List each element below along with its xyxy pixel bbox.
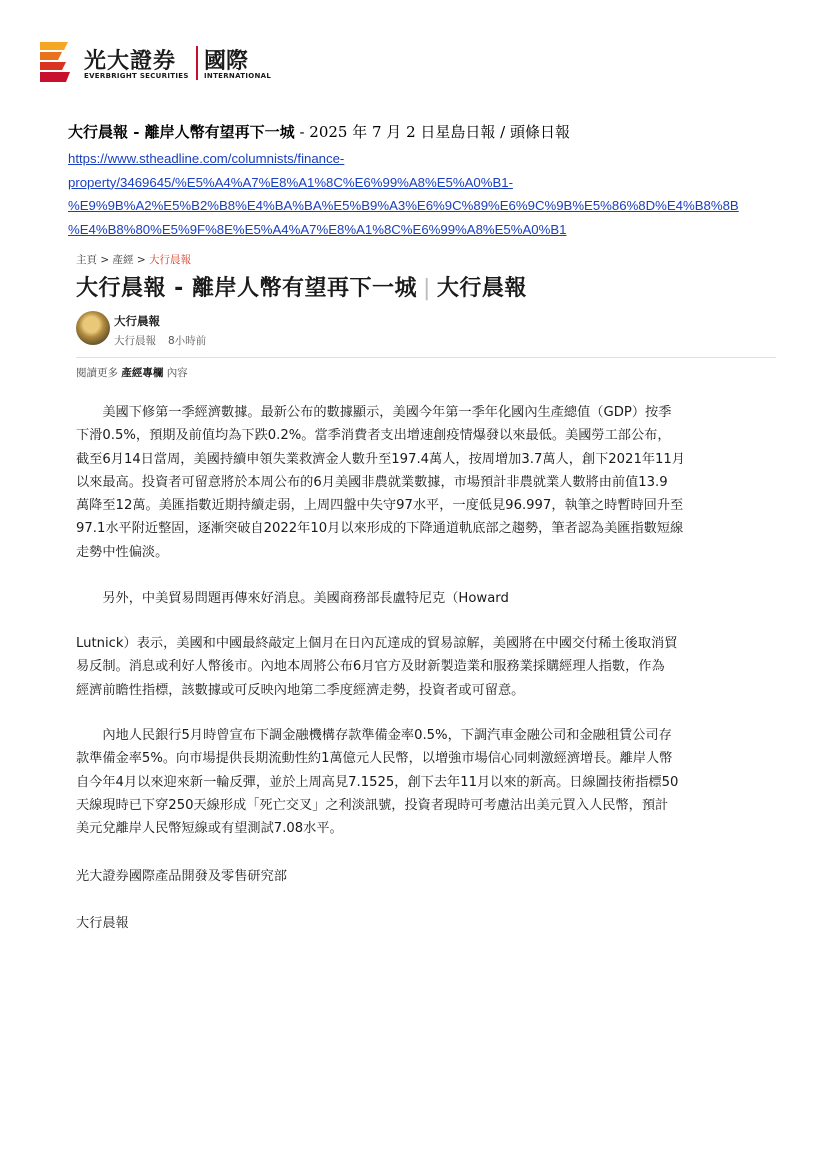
paragraph-line: 經濟前瞻性指標，該數據或可反映內地第二季度經濟走勢，投資者或可留意。 xyxy=(76,682,525,698)
author-meta xyxy=(114,333,206,348)
article-title xyxy=(76,271,527,302)
divider xyxy=(76,357,776,358)
logo-name-cn: 光大證券 xyxy=(84,49,177,74)
breadcrumb-separator: > xyxy=(136,254,149,266)
url-line[interactable]: property/3469645/%E5%A4%A7%E8%A1%8C%E6%99%A8%E5%A0%B1- xyxy=(68,174,513,190)
breadcrumb xyxy=(76,252,191,267)
paragraph-line: 以來最高。投資者可留意將於本周公布的6月美國非農就業數據，市場預計非農就業人數將由前值13.9 xyxy=(76,474,668,490)
paragraph-line: 天線現時已下穿250天線形成「死亡交叉」之利淡訊號，投資者現時可考慮沽出美元買入人民幣，預計 xyxy=(76,797,669,813)
author-avatar[interactable] xyxy=(76,311,110,345)
paragraph-line: 另外，中美貿易問題再傳來好消息。美國商務部長盧特尼克（Howard xyxy=(76,591,509,606)
breadcrumb-home[interactable]: 主頁 xyxy=(76,254,97,266)
research-dept: 光大證券國際產品開發及零售研究部 xyxy=(76,869,287,884)
url-line[interactable]: https://www.stheadline.com/columnists/finance- xyxy=(68,151,345,166)
article-title-suffix: 大行晨報 xyxy=(436,276,527,301)
url-line[interactable]: %E4%B8%80%E5%9F%8E%E5%A4%A7%E8%A1%8C%E6%99%A8%E5%A0%B1 xyxy=(68,222,567,238)
logo-name-en: EVERBRIGHT SECURITIES xyxy=(84,72,189,80)
read-more-line xyxy=(76,365,188,380)
read-more-prefix: 閱讀更多 xyxy=(76,367,118,379)
article-paragraph-2b xyxy=(76,632,776,702)
logo-divider xyxy=(196,46,198,80)
breadcrumb-current[interactable]: 大行晨報 xyxy=(148,254,191,266)
author-column[interactable]: 大行晨報 xyxy=(114,335,156,347)
paragraph-line: 自今年4月以來迎來新一輪反彈，並於上周高見7.1525，創下去年11月以來的新高。日線圖技術指標50 xyxy=(76,774,679,790)
source-headline: 大行晨報 - 離岸人幣有望再下一城 xyxy=(68,123,295,141)
read-more-link[interactable]: 產經專欄 xyxy=(121,367,164,379)
publish-time: 8小時前 xyxy=(168,335,207,347)
source-url-link[interactable] xyxy=(68,147,788,242)
read-more-suffix: 內容 xyxy=(166,367,188,379)
url-line[interactable]: %E9%9B%A2%E5%B2%B8%E4%BA%BA%E5%B9%A3%E6%9C%89%E6%9C%9B%E5%86%8D%E4%B8%8B xyxy=(68,198,739,214)
article-paragraph-1 xyxy=(76,401,776,564)
everbright-logo-icon xyxy=(38,40,72,84)
paragraph-line: 截至6月14日當周，美國持續申領失業救濟金人數升至197.4萬人，按周增加3.7萬人，創下2021年11月 xyxy=(76,451,685,467)
paragraph-line: 款準備金率5%。向市場提供長期流動性約1萬億元人民幣，以增強市場信心同刺激經濟增長。離岸人幣 xyxy=(76,751,673,767)
article-title-main: 大行晨報 - 離岸人幣有望再下一城 xyxy=(76,276,417,301)
logo-name-en-2: INTERNATIONAL xyxy=(204,72,272,80)
article-paragraph-2a xyxy=(76,587,776,610)
paragraph-line: 美元兌離岸人民幣短線或有望測試7.08水平。 xyxy=(76,821,343,837)
paragraph-line: 內地人民銀行5月時曾宣布下調金融機構存款準備金率0.5%，下調汽車金融公司和金融租賃公司存 xyxy=(76,728,672,743)
paragraph-line: 走勢中性偏淡。 xyxy=(76,544,169,560)
paragraph-line: 美國下修第一季經濟數據。最新公布的數據顯示，美國今年第一季年化國內生產總值（GDP）按季 xyxy=(76,405,672,420)
company-logo xyxy=(38,40,298,84)
article-paragraph-3 xyxy=(76,724,776,840)
source-line xyxy=(68,121,788,143)
title-separator: | xyxy=(422,276,431,301)
paragraph-line: Lutnick）表示，美國和中國最終敲定上個月在日內瓦達成的貿易諒解，美國將在中國交付稀土後取消貿 xyxy=(76,636,678,651)
signoff: 大行晨報 xyxy=(76,916,129,931)
author-name[interactable]: 大行晨報 xyxy=(114,314,160,328)
paragraph-line: 萬降至12萬。美匯指數近期持續走弱，上周四盤中失守97水平，一度低見96.997，執筆之時暫時回升至 xyxy=(76,498,684,514)
paragraph-line: 易反制。消息或利好人幣後市。內地本周將公布6月官方及財新製造業和服務業採購經理人指數，作為 xyxy=(76,659,665,675)
breadcrumb-separator: > xyxy=(100,254,113,266)
paragraph-line: 下滑0.5%，預期及前值均為下跌0.2%。當季消費者支出增速創疫情爆發以來最低。美國勞工部公布， xyxy=(76,428,671,444)
logo-name-cn-2: 國際 xyxy=(204,49,249,74)
source-meta: - 2025 年 7 月 2 日星島日報 / 頭條日報 xyxy=(294,123,570,141)
paragraph-line: 97.1水平附近整固，逐漸突破自2022年10月以來形成的下降通道軌底部之趨勢，筆者認為美匯指數短線 xyxy=(76,521,684,537)
breadcrumb-category[interactable]: 產經 xyxy=(112,254,134,266)
